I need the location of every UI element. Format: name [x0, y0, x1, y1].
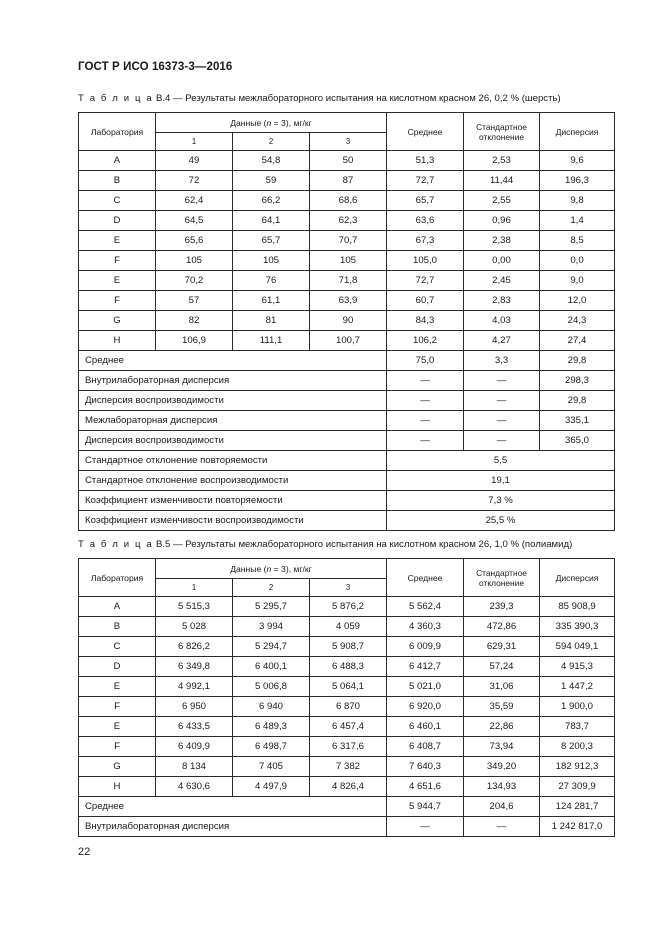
- cell-variance: 8,5: [540, 231, 615, 251]
- cell-data-1: 5 028: [156, 617, 233, 637]
- cell-mean: 7 640,3: [387, 757, 464, 777]
- caption-text: В.5 — Результаты межлабораторного испытания на кислотном красном 26, 1,0 % (полиамид): [153, 539, 573, 550]
- cell-lab: E: [79, 231, 156, 251]
- cell-data-3: 6 488,3: [310, 657, 387, 677]
- cell-data-3: 6 317,6: [310, 737, 387, 757]
- header-std-dev: [464, 113, 540, 151]
- cell-data-1: 105: [156, 251, 233, 271]
- cell-mean: —: [387, 817, 464, 837]
- cell-data-2: 64,1: [233, 211, 310, 231]
- summary-label: Среднее: [79, 797, 387, 817]
- cell-data-1: 72: [156, 171, 233, 191]
- cell-lab: F: [79, 737, 156, 757]
- cell-data-1: 64,5: [156, 211, 233, 231]
- header-std-dev-line1: Стандартное: [476, 121, 527, 132]
- cell-data-1: 6 349,8: [156, 657, 233, 677]
- cell-variance: 9,8: [540, 191, 615, 211]
- cell-data-1: 65,6: [156, 231, 233, 251]
- table-row: [79, 637, 615, 657]
- cell-std-dev: 4,27: [464, 331, 540, 351]
- caption-label: Т а б л и ц а: [78, 93, 154, 104]
- cell-variance: 365,0: [540, 431, 615, 451]
- cell-mean: —: [387, 391, 464, 411]
- table-row: [79, 597, 615, 617]
- stat-value: 7,3 %: [387, 491, 615, 511]
- results-table-b5: [78, 558, 615, 837]
- cell-data-3: 7 382: [310, 757, 387, 777]
- header-data: [156, 113, 387, 133]
- header-laboratory: Лаборатория: [79, 113, 156, 151]
- cell-variance: 1 900,0: [540, 697, 615, 717]
- cell-data-3: 105: [310, 251, 387, 271]
- cell-variance: 24,3: [540, 311, 615, 331]
- cell-std-dev: —: [464, 371, 540, 391]
- cell-data-3: 6 457,4: [310, 717, 387, 737]
- cell-variance: 9,0: [540, 271, 615, 291]
- cell-data-2: 6 400,1: [233, 657, 310, 677]
- cell-lab: D: [79, 657, 156, 677]
- cell-lab: D: [79, 211, 156, 231]
- cell-variance: 594 049,1: [540, 637, 615, 657]
- cell-data-1: 57: [156, 291, 233, 311]
- table-row: [79, 717, 615, 737]
- table-row: [79, 251, 615, 271]
- page-number: 22: [78, 846, 91, 858]
- cell-mean: 5 562,4: [387, 597, 464, 617]
- cell-mean: 6 009,9: [387, 637, 464, 657]
- header-variance: Дисперсия: [540, 559, 615, 597]
- table-row: [79, 657, 615, 677]
- cell-variance: 335,1: [540, 411, 615, 431]
- cell-mean: 4 651,6: [387, 777, 464, 797]
- cell-data-2: 4 497,9: [233, 777, 310, 797]
- cell-data-3: 100,7: [310, 331, 387, 351]
- cell-variance: 124 281,7: [540, 797, 615, 817]
- cell-data-3: 63,9: [310, 291, 387, 311]
- cell-lab: F: [79, 251, 156, 271]
- cell-lab: F: [79, 697, 156, 717]
- results-table-b4: [78, 112, 615, 531]
- cell-std-dev: 629,31: [464, 637, 540, 657]
- cell-data-1: 4 992,1: [156, 677, 233, 697]
- header-sub-1: 1: [156, 133, 233, 151]
- cell-data-2: 5 294,7: [233, 637, 310, 657]
- table-row: [79, 271, 615, 291]
- table-row: [79, 777, 615, 797]
- header-std-dev-line2: отклонение: [479, 131, 524, 142]
- cell-std-dev: 0,00: [464, 251, 540, 271]
- cell-std-dev: 0,96: [464, 211, 540, 231]
- cell-data-3: 90: [310, 311, 387, 331]
- cell-std-dev: 349,20: [464, 757, 540, 777]
- cell-mean: 6 920,0: [387, 697, 464, 717]
- cell-variance: 196,3: [540, 171, 615, 191]
- cell-data-2: 6 498,7: [233, 737, 310, 757]
- header-sub-1: 1: [156, 579, 233, 597]
- cell-lab: G: [79, 311, 156, 331]
- cell-mean: 75,0: [387, 351, 464, 371]
- cell-lab: E: [79, 677, 156, 697]
- document-header: ГОСТ Р ИСО 16373-3—2016: [78, 61, 233, 73]
- summary-label: Внутрилабораторная дисперсия: [79, 371, 387, 391]
- table-row: [79, 211, 615, 231]
- cell-lab: H: [79, 777, 156, 797]
- stat-label: Стандартное отклонение воспроизводимости: [79, 471, 387, 491]
- cell-mean: 72,7: [387, 171, 464, 191]
- cell-std-dev: 22,86: [464, 717, 540, 737]
- cell-std-dev: 3,3: [464, 351, 540, 371]
- header-variance: Дисперсия: [540, 113, 615, 151]
- table-caption: [78, 539, 572, 550]
- cell-lab: H: [79, 331, 156, 351]
- cell-mean: —: [387, 431, 464, 451]
- header-data-prefix: Данные (: [230, 117, 267, 128]
- cell-lab: C: [79, 637, 156, 657]
- cell-std-dev: 2,53: [464, 151, 540, 171]
- header-data-suffix: = 3), мг/кг: [271, 563, 312, 574]
- cell-data-2: 111,1: [233, 331, 310, 351]
- cell-std-dev: 2,83: [464, 291, 540, 311]
- cell-data-3: 62,3: [310, 211, 387, 231]
- header-data-suffix: = 3), мг/кг: [271, 117, 312, 128]
- cell-mean: 72,7: [387, 271, 464, 291]
- cell-variance: 1 242 817,0: [540, 817, 615, 837]
- cell-variance: 29,8: [540, 391, 615, 411]
- table-row: [79, 677, 615, 697]
- cell-lab: E: [79, 271, 156, 291]
- header-mean: Среднее: [387, 559, 464, 597]
- cell-data-3: 6 870: [310, 697, 387, 717]
- cell-variance: 0,0: [540, 251, 615, 271]
- summary-row: [79, 431, 615, 451]
- header-data: [156, 559, 387, 579]
- cell-data-2: 5 295,7: [233, 597, 310, 617]
- header-sub-2: 2: [233, 133, 310, 151]
- cell-mean: 5 944,7: [387, 797, 464, 817]
- summary-label: Дисперсия воспроизводимости: [79, 431, 387, 451]
- cell-variance: 4 915,3: [540, 657, 615, 677]
- cell-data-1: 6 950: [156, 697, 233, 717]
- cell-variance: 1,4: [540, 211, 615, 231]
- cell-mean: —: [387, 411, 464, 431]
- table-caption: [78, 93, 561, 104]
- stat-row: [79, 511, 615, 531]
- cell-std-dev: —: [464, 431, 540, 451]
- cell-data-3: 71,8: [310, 271, 387, 291]
- cell-lab: C: [79, 191, 156, 211]
- cell-data-2: 54,8: [233, 151, 310, 171]
- header-std-dev-line2: отклонение: [479, 577, 524, 588]
- table-row: [79, 151, 615, 171]
- cell-data-2: 6 489,3: [233, 717, 310, 737]
- summary-row: [79, 797, 615, 817]
- summary-row: [79, 351, 615, 371]
- table-row: [79, 311, 615, 331]
- header-data-n: n: [266, 117, 272, 128]
- cell-std-dev: 57,24: [464, 657, 540, 677]
- cell-mean: 6 408,7: [387, 737, 464, 757]
- cell-data-1: 5 515,3: [156, 597, 233, 617]
- cell-data-1: 70,2: [156, 271, 233, 291]
- cell-data-2: 61,1: [233, 291, 310, 311]
- cell-data-2: 76: [233, 271, 310, 291]
- stat-value: 25,5 %: [387, 511, 615, 531]
- table-row: [79, 617, 615, 637]
- header-mean: Среднее: [387, 113, 464, 151]
- cell-mean: —: [387, 371, 464, 391]
- cell-data-1: 6 826,2: [156, 637, 233, 657]
- cell-variance: 85 908,9: [540, 597, 615, 617]
- cell-data-3: 5 876,2: [310, 597, 387, 617]
- cell-lab: B: [79, 171, 156, 191]
- stat-value: 5,5: [387, 451, 615, 471]
- summary-row: [79, 391, 615, 411]
- header-data-n: n: [266, 563, 272, 574]
- cell-data-3: 50: [310, 151, 387, 171]
- cell-variance: 9,6: [540, 151, 615, 171]
- header-data-prefix: Данные (: [230, 563, 267, 574]
- cell-data-1: 62,4: [156, 191, 233, 211]
- cell-std-dev: —: [464, 391, 540, 411]
- cell-std-dev: 31,06: [464, 677, 540, 697]
- summary-label: Дисперсия воспроизводимости: [79, 391, 387, 411]
- cell-std-dev: 35,59: [464, 697, 540, 717]
- cell-data-2: 3 994: [233, 617, 310, 637]
- cell-lab: A: [79, 597, 156, 617]
- cell-mean: 106,2: [387, 331, 464, 351]
- cell-mean: 84,3: [387, 311, 464, 331]
- cell-std-dev: 2,55: [464, 191, 540, 211]
- summary-row: [79, 411, 615, 431]
- cell-mean: 60,7: [387, 291, 464, 311]
- cell-data-2: 6 940: [233, 697, 310, 717]
- cell-data-2: 7 405: [233, 757, 310, 777]
- cell-lab: A: [79, 151, 156, 171]
- cell-variance: 783,7: [540, 717, 615, 737]
- cell-data-3: 70,7: [310, 231, 387, 251]
- table-row: [79, 737, 615, 757]
- header-laboratory: Лаборатория: [79, 559, 156, 597]
- cell-std-dev: 2,45: [464, 271, 540, 291]
- summary-label: Среднее: [79, 351, 387, 371]
- summary-label: Внутрилабораторная дисперсия: [79, 817, 387, 837]
- cell-mean: 105,0: [387, 251, 464, 271]
- table-row: [79, 331, 615, 351]
- cell-std-dev: —: [464, 817, 540, 837]
- stat-label: Стандартное отклонение повторяемости: [79, 451, 387, 471]
- cell-std-dev: —: [464, 411, 540, 431]
- cell-mean: 4 360,3: [387, 617, 464, 637]
- cell-data-1: 49: [156, 151, 233, 171]
- cell-data-3: 4 826,4: [310, 777, 387, 797]
- cell-variance: 335 390,3: [540, 617, 615, 637]
- summary-row: [79, 817, 615, 837]
- cell-variance: 27 309,9: [540, 777, 615, 797]
- table-row: [79, 291, 615, 311]
- cell-variance: 12,0: [540, 291, 615, 311]
- header-sub-3: 3: [310, 579, 387, 597]
- stat-row: [79, 491, 615, 511]
- summary-row: [79, 371, 615, 391]
- header-std-dev: [464, 559, 540, 597]
- caption-text: В.4 — Результаты межлабораторного испытания на кислотном красном 26, 0,2 % (шерсть): [153, 93, 561, 104]
- cell-std-dev: 2,38: [464, 231, 540, 251]
- cell-variance: 27,4: [540, 331, 615, 351]
- stat-row: [79, 471, 615, 491]
- cell-data-3: 5 908,7: [310, 637, 387, 657]
- cell-data-1: 6 433,5: [156, 717, 233, 737]
- cell-data-2: 65,7: [233, 231, 310, 251]
- header-sub-2: 2: [233, 579, 310, 597]
- cell-data-1: 6 409,9: [156, 737, 233, 757]
- header-sub-3: 3: [310, 133, 387, 151]
- cell-mean: 51,3: [387, 151, 464, 171]
- cell-mean: 5 021,0: [387, 677, 464, 697]
- cell-data-2: 59: [233, 171, 310, 191]
- table-row: [79, 231, 615, 251]
- cell-data-2: 66,2: [233, 191, 310, 211]
- cell-data-3: 87: [310, 171, 387, 191]
- cell-variance: 182 912,3: [540, 757, 615, 777]
- table-row: [79, 757, 615, 777]
- table-row: [79, 697, 615, 717]
- cell-variance: 298,3: [540, 371, 615, 391]
- summary-label: Межлабораторная дисперсия: [79, 411, 387, 431]
- cell-data-2: 81: [233, 311, 310, 331]
- cell-lab: G: [79, 757, 156, 777]
- cell-data-1: 106,9: [156, 331, 233, 351]
- cell-variance: 8 200,3: [540, 737, 615, 757]
- stat-value: 19,1: [387, 471, 615, 491]
- caption-label: Т а б л и ц а: [78, 539, 154, 550]
- cell-data-2: 105: [233, 251, 310, 271]
- cell-variance: 1 447,2: [540, 677, 615, 697]
- cell-std-dev: 73,94: [464, 737, 540, 757]
- cell-mean: 6 412,7: [387, 657, 464, 677]
- stat-label: Коэффициент изменчивости воспроизводимости: [79, 511, 387, 531]
- cell-lab: B: [79, 617, 156, 637]
- cell-data-1: 82: [156, 311, 233, 331]
- cell-data-2: 5 006,8: [233, 677, 310, 697]
- cell-data-1: 4 630,6: [156, 777, 233, 797]
- cell-mean: 67,3: [387, 231, 464, 251]
- cell-std-dev: 472,86: [464, 617, 540, 637]
- table-row: [79, 171, 615, 191]
- cell-mean: 6 460,1: [387, 717, 464, 737]
- cell-lab: F: [79, 291, 156, 311]
- cell-std-dev: 134,93: [464, 777, 540, 797]
- cell-std-dev: 4,03: [464, 311, 540, 331]
- cell-data-3: 5 064,1: [310, 677, 387, 697]
- cell-variance: 29,8: [540, 351, 615, 371]
- cell-lab: E: [79, 717, 156, 737]
- cell-data-1: 8 134: [156, 757, 233, 777]
- stat-label: Коэффициент изменчивости повторяемости: [79, 491, 387, 511]
- cell-std-dev: 239,3: [464, 597, 540, 617]
- cell-data-3: 68,6: [310, 191, 387, 211]
- cell-std-dev: 204,6: [464, 797, 540, 817]
- cell-mean: 63,6: [387, 211, 464, 231]
- table-row: [79, 191, 615, 211]
- cell-mean: 65,7: [387, 191, 464, 211]
- cell-data-3: 4 059: [310, 617, 387, 637]
- header-std-dev-line1: Стандартное: [476, 567, 527, 578]
- stat-row: [79, 451, 615, 471]
- cell-std-dev: 11,44: [464, 171, 540, 191]
